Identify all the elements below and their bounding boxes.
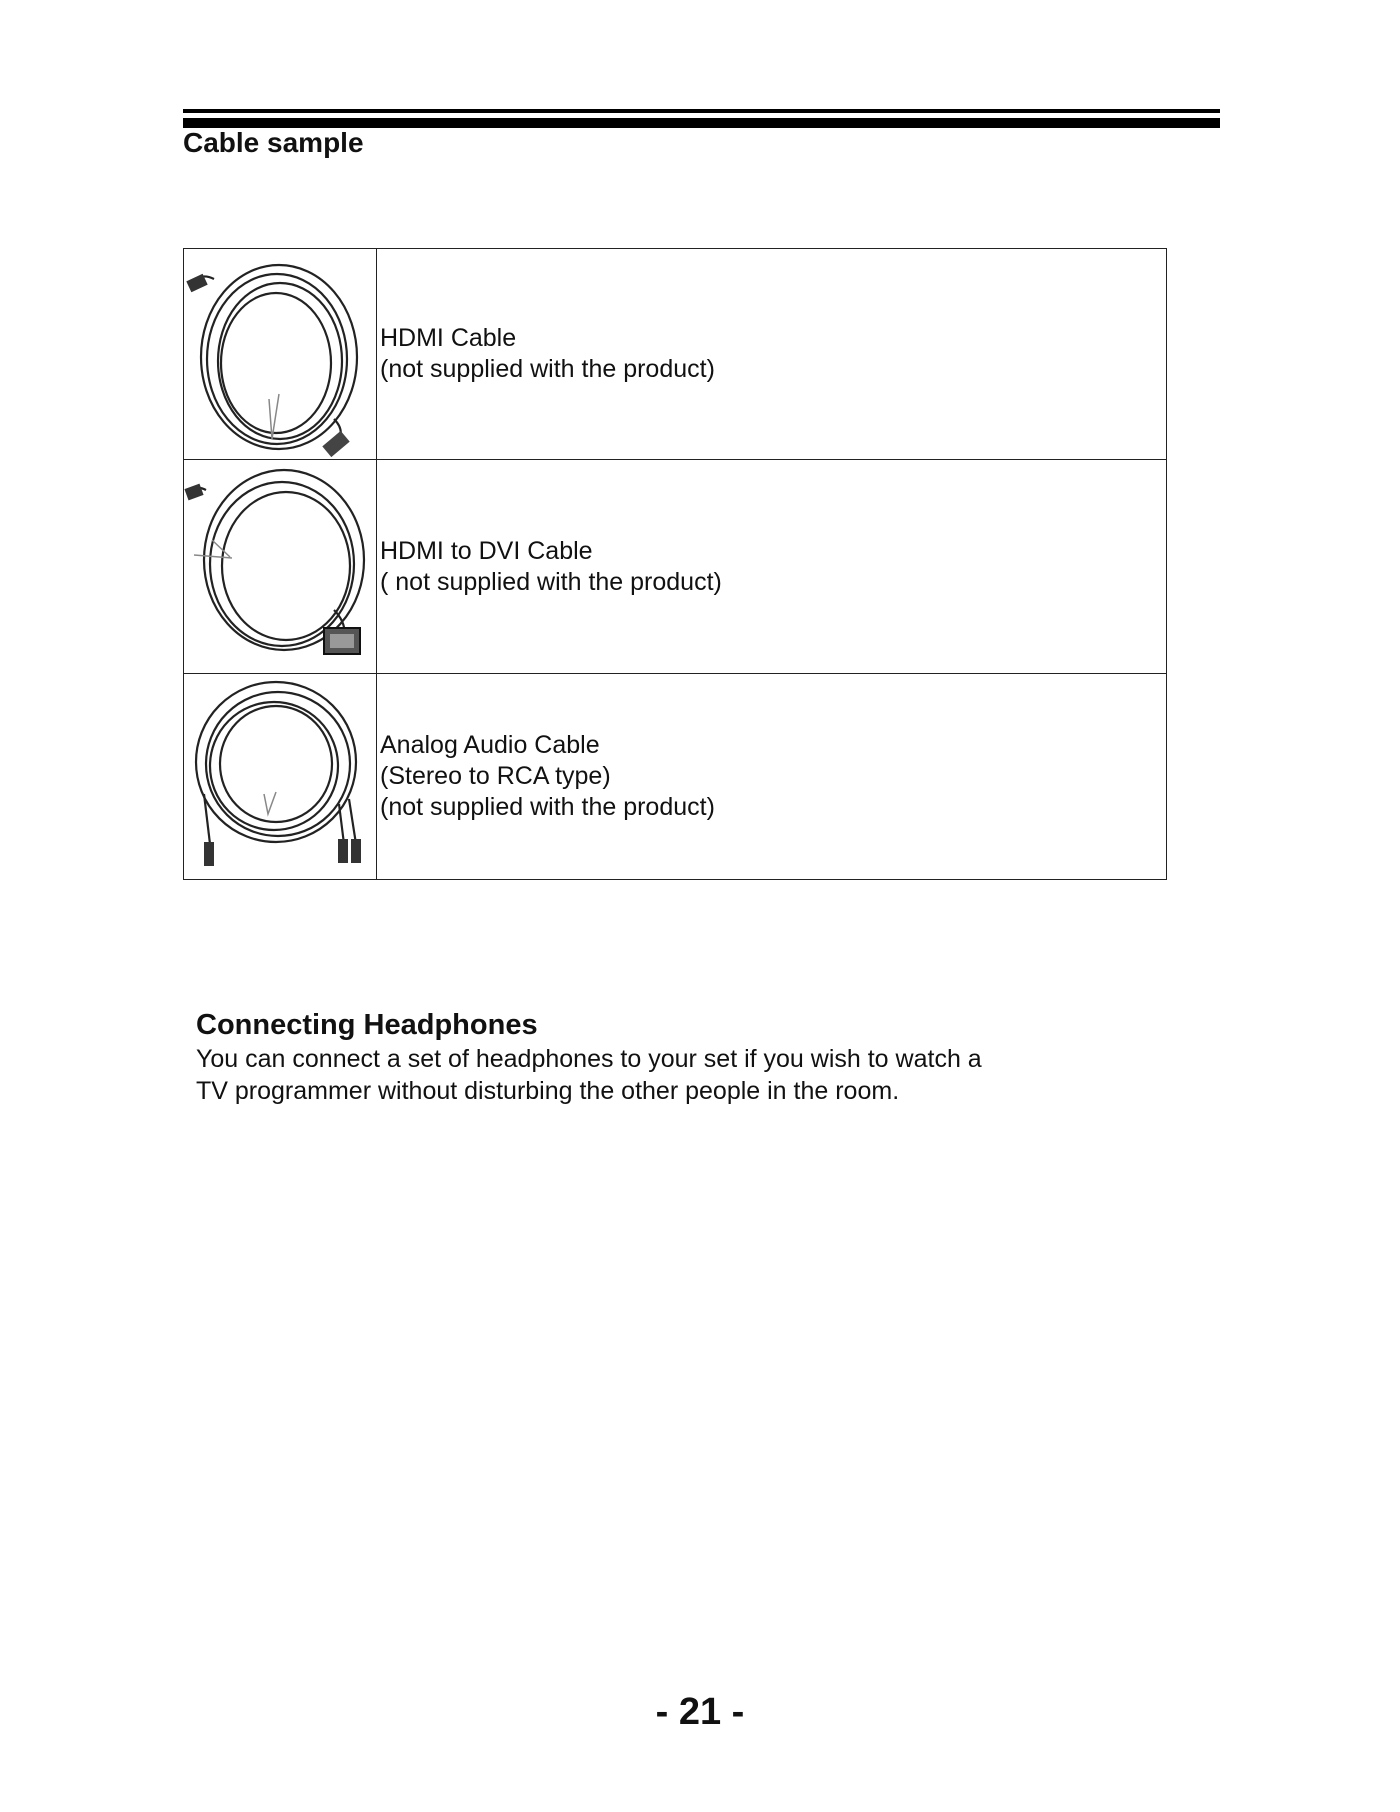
- cable-description: [377, 249, 1167, 460]
- section-title: Cable sample: [183, 127, 364, 158]
- cable-description: [377, 460, 1167, 674]
- cable-image-cell: [184, 674, 377, 880]
- headphones-title: Connecting Headphones: [196, 1009, 538, 1041]
- cable-name: HDMI Cable: [380, 324, 517, 352]
- table-row: [184, 249, 1167, 460]
- table-row: [184, 460, 1167, 674]
- cable-sample-table: [183, 248, 1167, 880]
- page-number: - 21 -: [655, 1691, 745, 1733]
- table-row: [184, 674, 1167, 880]
- headphones-body: [196, 1044, 1096, 1107]
- cable-note: (not supplied with the product): [380, 355, 715, 383]
- cable-type: (Stereo to RCA type): [380, 762, 611, 790]
- headphones-body-line: You can connect a set of headphones to your set if you wish to watch a: [196, 1045, 982, 1073]
- cable-name: HDMI to DVI Cable: [380, 536, 593, 565]
- cable-note: ( not supplied with the product): [380, 567, 722, 596]
- cable-name: Analog Audio Cable: [380, 731, 600, 759]
- cable-image-cell: [184, 249, 377, 460]
- cable-note: (not supplied with the product): [380, 793, 715, 821]
- analog-audio-cable-icon: [184, 674, 374, 879]
- hdmi-to-dvi-cable-icon: [184, 460, 374, 673]
- cable-image-cell: [184, 460, 377, 674]
- headphones-body-line: TV programmer without disturbing the other people in the room.: [196, 1076, 900, 1105]
- cable-description: [377, 674, 1167, 880]
- header-rule-thin: [183, 109, 1220, 113]
- hdmi-cable-icon: [184, 249, 374, 459]
